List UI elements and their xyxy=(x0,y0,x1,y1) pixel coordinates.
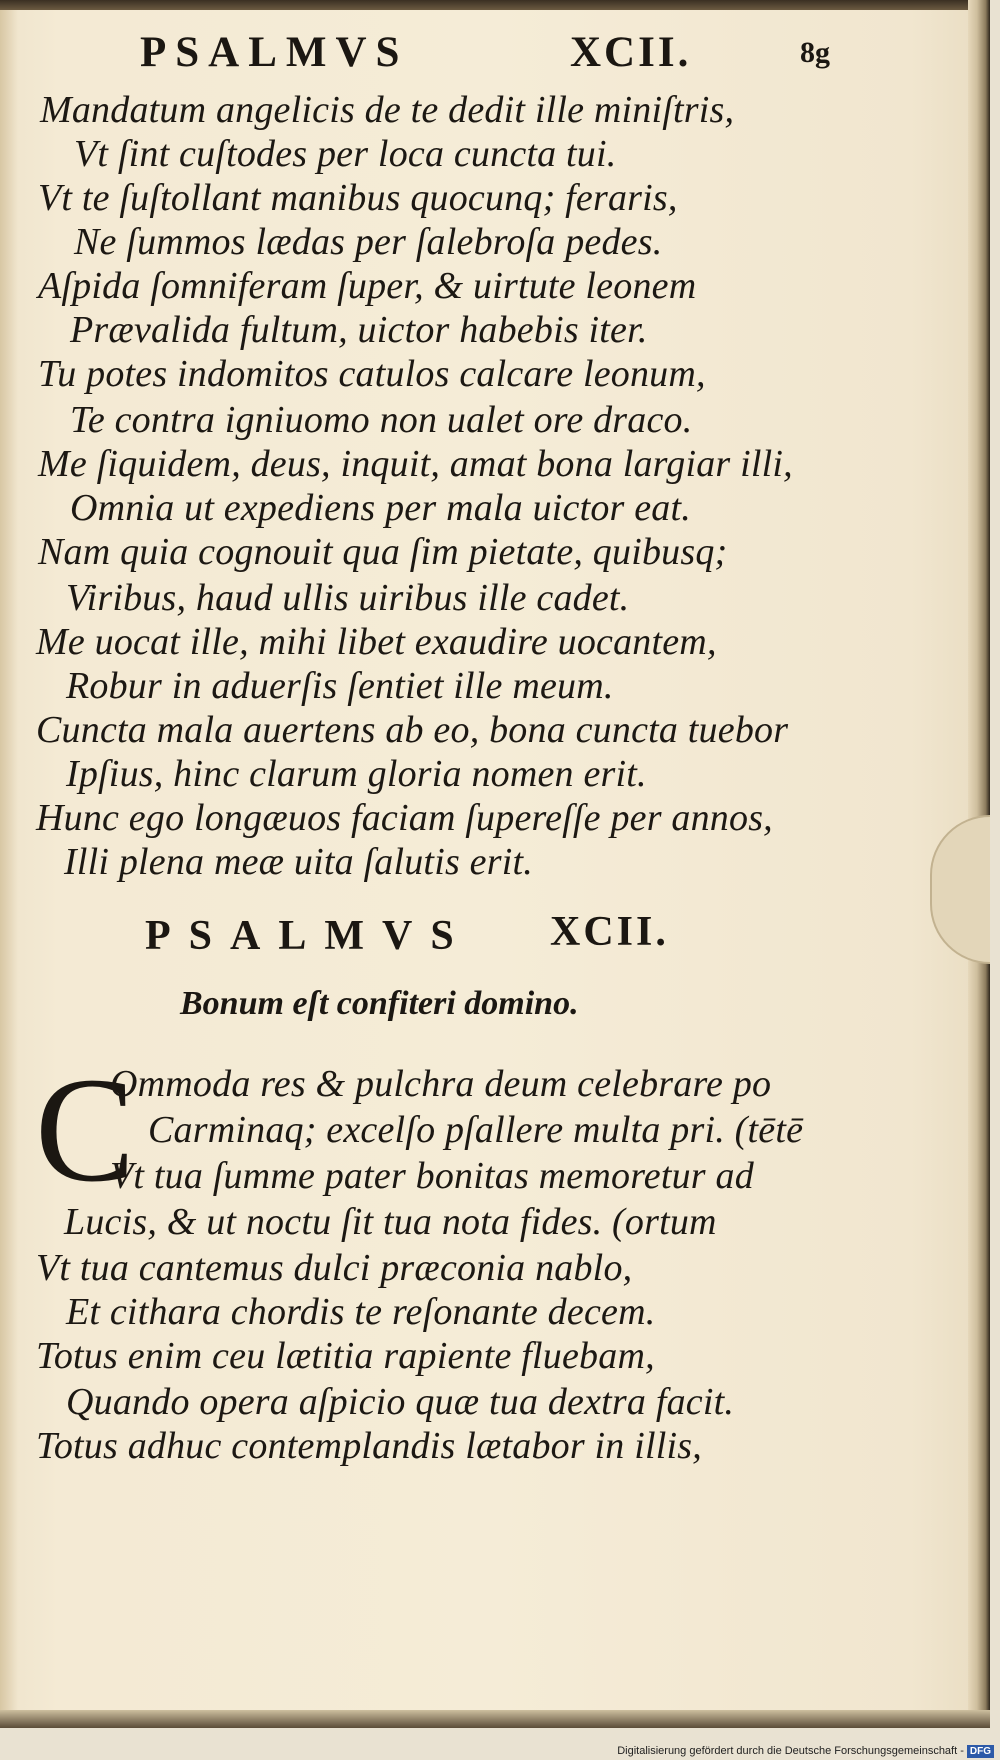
verse-line: Totus adhuc contemplandis lætabor in illis, xyxy=(36,1425,702,1467)
psalm-heading: PSALMVS xyxy=(145,913,472,959)
psalm-incipit: Bonum eſt confiteri domino. xyxy=(180,985,579,1022)
page-tab-mark xyxy=(930,815,990,964)
drop-cap-initial: C xyxy=(35,1047,136,1213)
verse-line: Cuncta mala auertens ab eo, bona cuncta tuebor xyxy=(36,709,789,751)
folio-number: 8g xyxy=(800,36,830,69)
header-psalm-number: XCII. xyxy=(570,29,692,76)
verse-line: Me uocat ille, mihi libet exaudire uocantem, xyxy=(36,621,717,663)
verse-line: Hunc ego longæuos faciam ſupereſſe per annos, xyxy=(36,797,773,839)
verse-line: Prævalida fultum, uictor habebis iter. xyxy=(70,309,648,351)
verse-line: Et cithara chordis te reſonante decem. xyxy=(66,1291,656,1333)
verse-line: Vt te ſuſtollant manibus quocunq; feraris, xyxy=(38,177,678,219)
verse-line: Ommoda res & pulchra deum celebrare po xyxy=(110,1063,772,1105)
verse-line: Ipſius, hinc clarum gloria nomen erit. xyxy=(66,753,647,795)
running-title: PSALMVS xyxy=(140,29,409,76)
psalm-heading-number: XCII. xyxy=(550,909,669,955)
page-top-edge xyxy=(0,0,990,10)
page-bottom-edge xyxy=(0,1710,990,1728)
verse-line: Omnia ut expediens per mala uictor eat. xyxy=(70,487,691,529)
verse-line: Quando opera aſpicio quæ tua dextra facit. xyxy=(66,1381,735,1423)
verse-line: Carminaq; excelſo pſallere multa pri. (tētē xyxy=(148,1109,804,1151)
digitization-credit xyxy=(617,1745,994,1758)
verse-line: Vt ſint cuſtodes per loca cuncta tui. xyxy=(74,133,617,175)
verse-line: Tu potes indomitos catulos calcare leonum, xyxy=(38,353,706,395)
verse-line: Vt tua ſumme pater bonitas memoretur ad xyxy=(110,1155,754,1197)
verse-line: Totus enim ceu lætitia rapiente fluebam, xyxy=(36,1335,655,1377)
verse-line: Viribus, haud ullis uiribus ille cadet. xyxy=(66,577,630,619)
running-header xyxy=(140,28,860,84)
verse-line: Aſpida ſomniferam ſuper, & uirtute leonem xyxy=(38,265,697,307)
page-gutter-shadow xyxy=(0,0,18,1728)
verse-line: Mandatum angelicis de te dedit ille miniſtris, xyxy=(40,89,735,131)
verse-line: Ne ſummos lædas per ſalebroſa pedes. xyxy=(74,221,663,263)
verse-line: Nam quia cognouit qua ſim pietate, quibusq; xyxy=(38,531,728,573)
credit-text: Digitalisierung gefördert durch die Deutsche Forschungsgemeinschaft - xyxy=(617,1745,964,1757)
verse-line: Vt tua cantemus dulci præconia nablo, xyxy=(36,1247,633,1289)
verse-line: Me ſiquidem, deus, inquit, amat bona largiar illi, xyxy=(38,443,793,485)
verse-line: Lucis, & ut noctu ſit tua nota fides. (ortum xyxy=(64,1201,717,1243)
verse-line: Te contra igniuomo non ualet ore draco. xyxy=(70,399,693,441)
verse-line: Illi plena meæ uita ſalutis erit. xyxy=(64,841,533,883)
verse-line: Robur in aduerſis ſentiet ille meum. xyxy=(66,665,614,707)
dfg-logo: DFG xyxy=(967,1745,994,1758)
